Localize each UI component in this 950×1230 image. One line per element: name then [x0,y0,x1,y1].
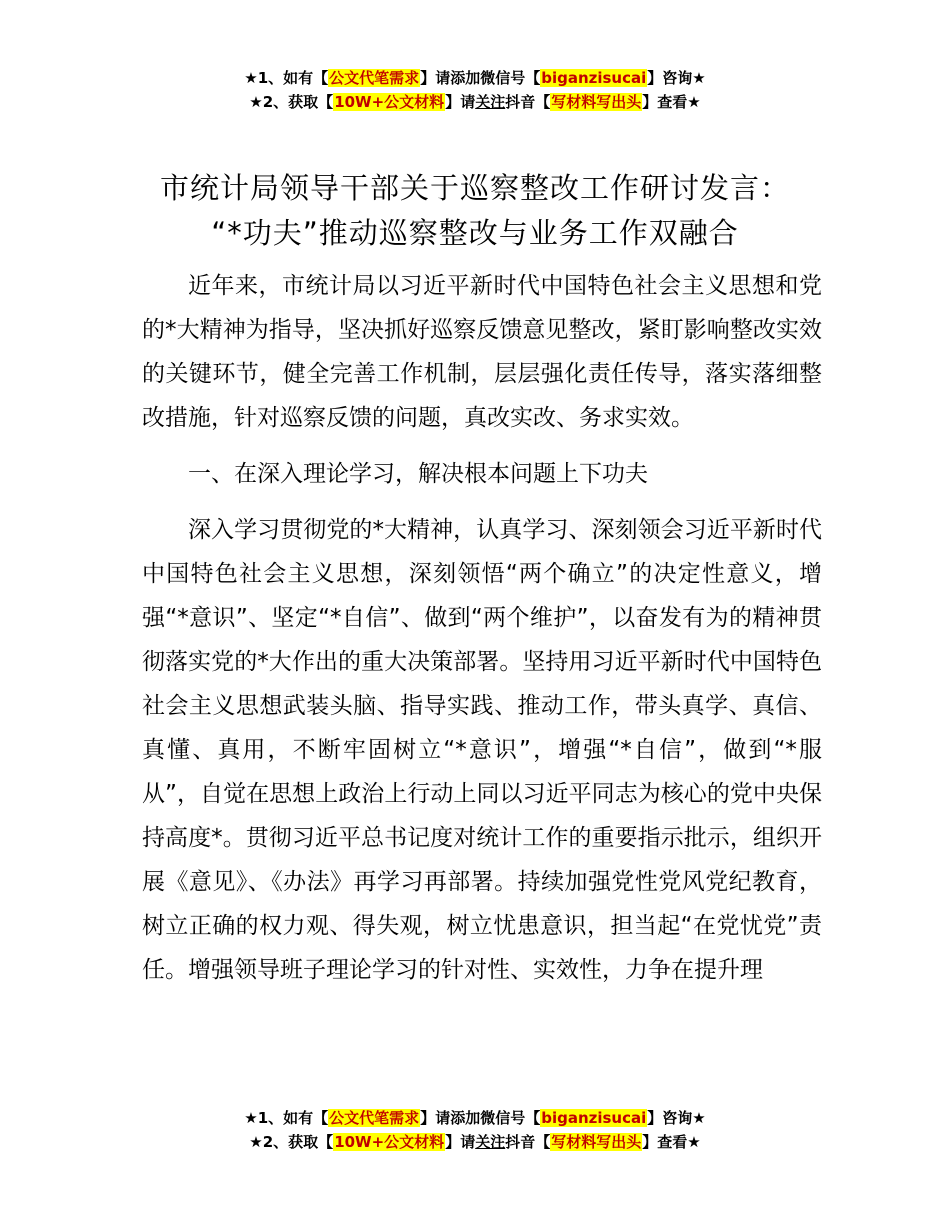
banner-text: ★1、如有【 [244,69,329,87]
highlight-service: 公文代笔需求 [329,1109,420,1127]
highlight-wechat-id: biganzisucai [541,1109,647,1127]
banner-text: 】请 [445,93,476,111]
banner-text: 】请 [445,1133,476,1151]
title-line-1: 市统计局领导干部关于巡察整改工作研讨发言： [159,171,790,205]
banner-text: 】请添加微信号【 [420,1109,541,1127]
banner-text: 】咨询★ [647,69,706,87]
header-banner [0,66,950,114]
underlined-follow: 关注 [475,93,506,111]
banner-text: 】请添加微信号【 [420,69,541,87]
highlight-materials: 10W+公文材料 [334,1133,445,1151]
banner-text: ★1、如有【 [244,1109,329,1127]
banner-text: ★2、获取【 [249,93,334,111]
document-body [142,264,822,1004]
banner-text: 抖音【 [505,93,551,111]
paragraph: 近年来，市统计局以习近平新时代中国特色社会主义思想和党的*大精神为指导，坚决抓好巡察反馈意见整改，紧盯影响整改实效的关键环节，健全完善工作机制，层层强化责任传导，落实落细整改措施，针对巡察反馈的问题，真改实改、务求实效。 [142,273,822,431]
banner-text: 】咨询★ [647,1109,706,1127]
banner-text: 抖音【 [505,1133,551,1151]
highlight-service: 公文代笔需求 [329,69,420,87]
highlight-douyin-account: 写材料写出头 [551,1133,642,1151]
highlight-douyin-account: 写材料写出头 [551,93,642,111]
banner-line-2 [0,90,950,114]
banner-line-2 [0,1130,950,1154]
banner-text: ★2、获取【 [249,1133,334,1151]
highlight-wechat-id: biganzisucai [541,69,647,87]
banner-text: 】查看★ [642,1133,701,1151]
footer-banner [0,1106,950,1154]
banner-line-1 [0,66,950,90]
highlight-materials: 10W+公文材料 [334,93,445,111]
banner-line-1 [0,1106,950,1130]
underlined-follow: 关注 [475,1133,506,1151]
banner-text: 】查看★ [642,93,701,111]
document-title [0,166,950,256]
paragraph: 深入学习贯彻党的*大精神，认真学习、深刻领会习近平新时代中国特色社会主义思想，深刻领悟“两个确立”的决定性意义，增强“*意识”、坚定“*自信”、做到“两个维护”，以奋发有为的精神贯彻落实党的*大作出的重大决策部署。坚持用习近平新时代中国特色社会主义思想武装头脑、指导实践、推动工作，带头真学、真信、真懂、真用，不断牢固树立“*意识”，增强“*自信”，做到“*服从”，自觉在思想上政治上行动上同以习近平同志为核心的党中央保持高度*。贯彻习近平总书记度对统计工作的重要指示批示，组织开展《意见》、《办法》再学习再部署。持续加强党性党风党纪教育，树立正确的权力观、得失观，树立忧患意识，担当起“在党忧党”责任。增强领导班子理论学习的针对性、实效性，力争在提升理 [142,517,822,983]
section-heading: 一、在深入理论学习，解决根本问题上下功夫 [188,461,648,487]
title-line-2: “*功夫”推动巡察整改与业务工作双融合 [211,216,739,250]
